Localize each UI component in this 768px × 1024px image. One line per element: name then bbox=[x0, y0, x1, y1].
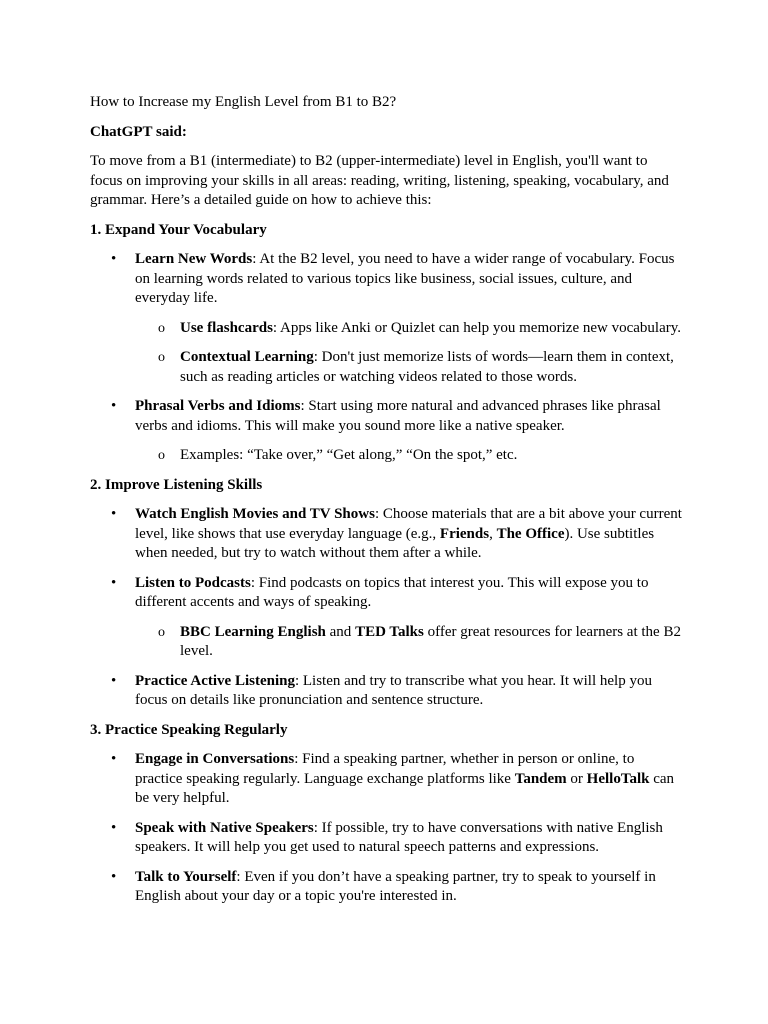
subitem-text: and bbox=[325, 623, 356, 640]
item-title: Talk to Yourself bbox=[135, 868, 237, 885]
item-text: : Find a speaking partner, whether in person or online, to practice speaking regularly. Language exchange platforms like bbox=[135, 751, 635, 787]
item-text: : Even if you don’t have a speaking partner, try to speak to yourself in English about your day or a topic you're interested in. bbox=[135, 868, 656, 904]
item-title: Speak with Native Speakers bbox=[135, 819, 314, 836]
subitem-title: Use flashcards bbox=[180, 319, 273, 336]
sub-list bbox=[135, 319, 682, 388]
sub-bullet-icon: o bbox=[158, 448, 165, 463]
list-item bbox=[90, 505, 682, 564]
bullet-icon: • bbox=[111, 574, 117, 591]
sub-list-item bbox=[135, 446, 682, 466]
item-text: : Find podcasts on topics that interest you. This will expose you to different accents and ways of speaking. bbox=[135, 574, 649, 610]
show-name: The Office bbox=[496, 525, 565, 542]
list-item bbox=[90, 250, 682, 387]
bullet-icon: • bbox=[111, 672, 117, 689]
bullet-icon: • bbox=[111, 506, 117, 522]
list-item bbox=[90, 574, 682, 662]
bullet-icon: • bbox=[111, 751, 117, 767]
bullet-icon: • bbox=[111, 868, 117, 885]
intro-paragraph: To move from a B1 (intermediate) to B2 (upper-intermediate) level in English, you'll want to focus on improving your skills in all areas: reading, writing, listening, speaking, vocabulary, and grammar. Here’s a detailed guide on how to achieve this: bbox=[90, 153, 669, 208]
subitem-text: offer great resources for learners at the B2 level. bbox=[180, 623, 681, 659]
item-title: Phrasal Verbs and Idioms bbox=[135, 398, 301, 414]
item-text: : At the B2 level, you need to have a wider range of vocabulary. Focus on learning words related to various topics like business, social issues, culture, and everyday life. bbox=[135, 251, 675, 306]
resource-name: BBC Learning English bbox=[180, 623, 326, 640]
section-heading-listening: 2. Improve Listening Skills bbox=[90, 476, 263, 493]
subitem-text: Examples: “Take over,” “Get along,” “On the spot,” etc. bbox=[180, 447, 518, 463]
sub-bullet-icon: o bbox=[158, 320, 165, 336]
item-text: : Choose materials that are a bit above your current level, like shows that use everyday language (e.g., bbox=[135, 506, 682, 542]
item-title: Listen to Podcasts bbox=[135, 574, 251, 591]
bullet-icon: • bbox=[111, 251, 117, 267]
list-item bbox=[90, 819, 682, 858]
section-heading-vocabulary: 1. Expand Your Vocabulary bbox=[90, 221, 267, 238]
item-title: Practice Active Listening bbox=[135, 672, 295, 689]
item-title: Learn New Words bbox=[135, 251, 253, 267]
subitem-title: Contextual Learning bbox=[180, 349, 314, 365]
sub-list-item bbox=[135, 348, 682, 387]
user-question: How to Increase my English Level from B1 to B2? bbox=[90, 94, 397, 110]
document-page bbox=[90, 93, 682, 917]
section-list-vocabulary bbox=[90, 250, 682, 466]
item-text: : Start using more natural and advanced phrases like phrasal verbs and idioms. This will make you sound more like a native speaker. bbox=[135, 398, 661, 434]
list-item bbox=[90, 750, 682, 809]
resource-name: TED Talks bbox=[355, 623, 424, 640]
subitem-text: : Don't just memorize lists of words—learn them in context, such as reading articles or watching videos related to those words. bbox=[180, 349, 674, 385]
item-text: : If possible, try to have conversations with native English speakers. It will help you get used to natural speech patterns and expressions. bbox=[135, 819, 663, 855]
item-text: : Listen and try to transcribe what you hear. It will help you focus on details like pronunciation and sentence structure. bbox=[135, 672, 652, 708]
sub-list bbox=[135, 623, 682, 662]
section-list-speaking bbox=[90, 750, 682, 907]
item-text: , bbox=[489, 525, 497, 542]
sub-bullet-icon: o bbox=[158, 350, 165, 365]
item-text: can be very helpful. bbox=[135, 770, 675, 806]
platform-name: HelloTalk bbox=[586, 770, 650, 787]
item-text: or bbox=[566, 770, 587, 787]
sub-list bbox=[135, 446, 682, 466]
sub-bullet-icon: o bbox=[158, 624, 165, 640]
section-list-listening bbox=[90, 505, 682, 711]
list-item bbox=[90, 868, 682, 907]
item-text: ). Use subtitles when needed, but try to watch without them after a while. bbox=[135, 525, 655, 561]
section-heading-speaking: 3. Practice Speaking Regularly bbox=[90, 721, 288, 738]
platform-name: Tandem bbox=[514, 770, 567, 787]
list-item bbox=[90, 672, 682, 711]
sub-list-item bbox=[135, 623, 682, 662]
bullet-icon: • bbox=[111, 398, 117, 414]
speaker-label: ChatGPT said: bbox=[90, 123, 187, 140]
subitem-text: : Apps like Anki or Quizlet can help you memorize new vocabulary. bbox=[272, 319, 682, 336]
item-title: Engage in Conversations bbox=[135, 751, 295, 767]
item-title: Watch English Movies and TV Shows bbox=[135, 506, 375, 522]
sub-list-item bbox=[135, 319, 682, 339]
bullet-icon: • bbox=[111, 819, 117, 836]
list-item bbox=[90, 397, 682, 466]
show-name: Friends bbox=[439, 525, 490, 542]
